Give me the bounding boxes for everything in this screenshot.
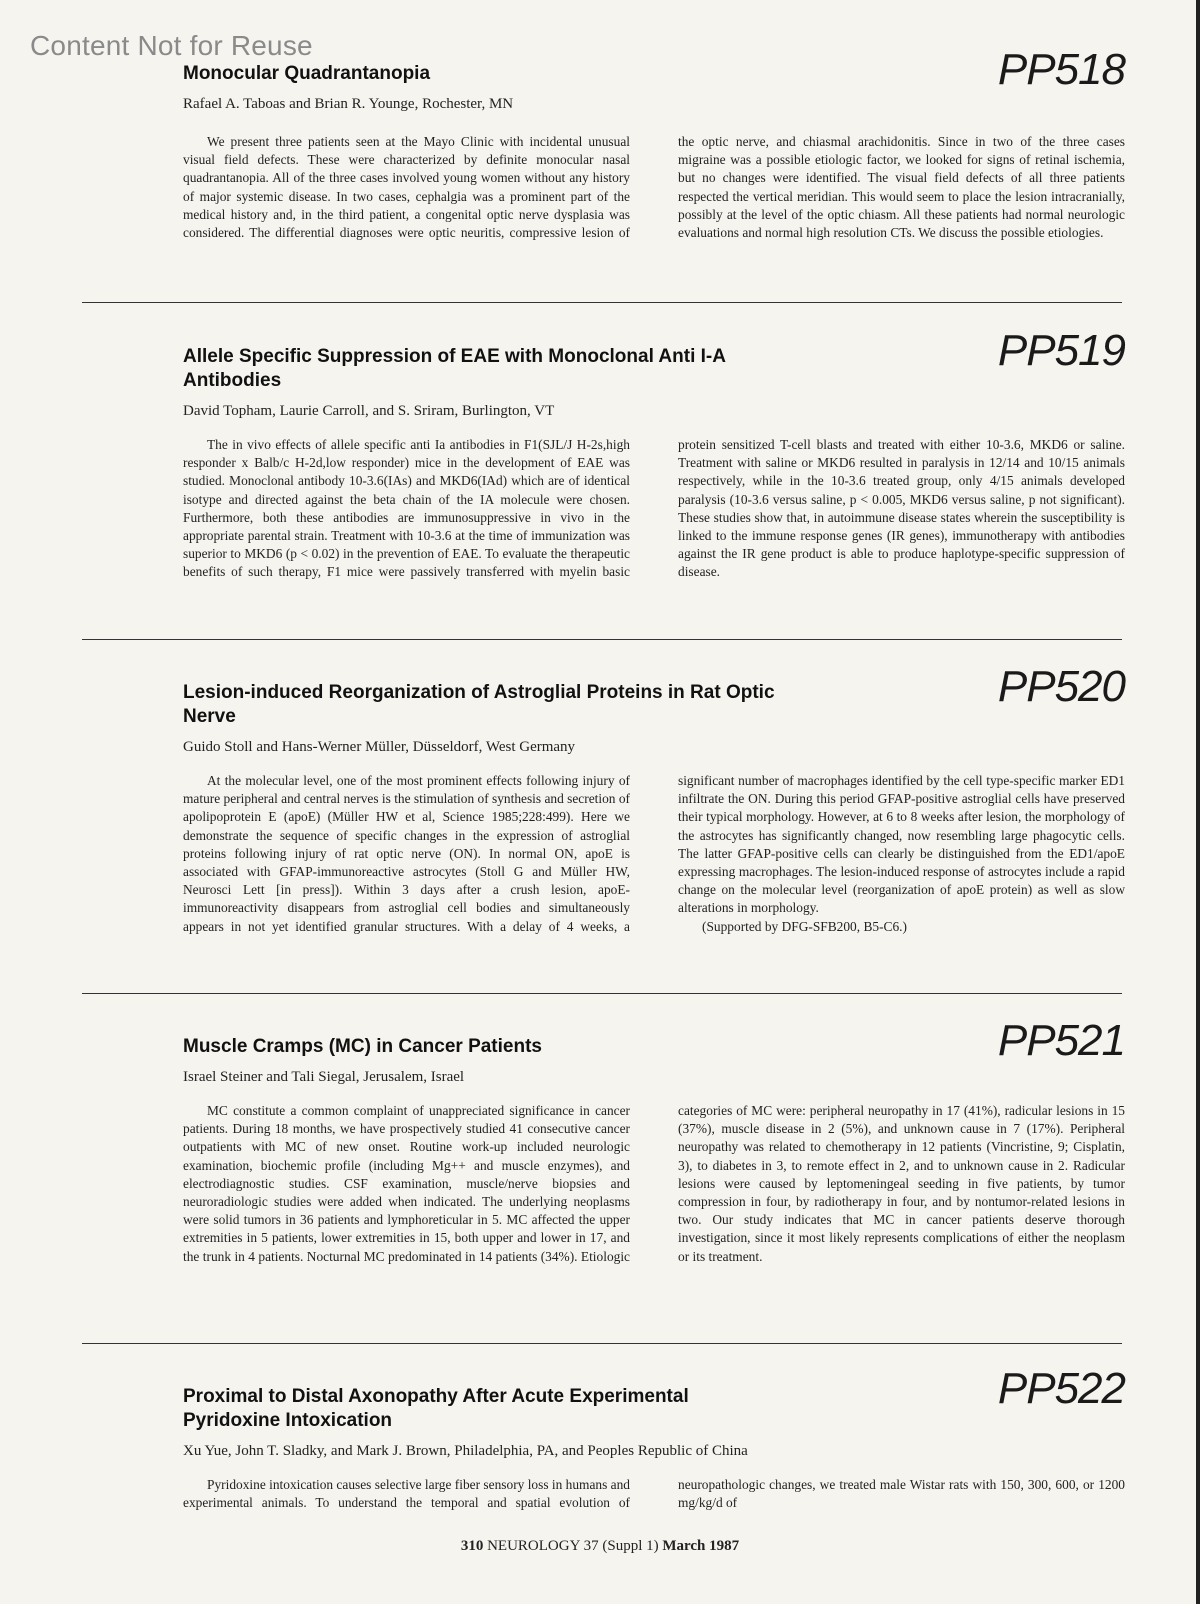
abstract-pp518	[183, 45, 1125, 242]
abstract-title: Allele Specific Suppression of EAE with Monoclonal Anti I-A Antibodies	[183, 346, 726, 391]
journal-volume: 37 (Suppl 1)	[583, 1538, 659, 1554]
abstract-pp519	[183, 326, 1125, 582]
abstract-text: The in vivo effects of allele specific anti Ia antibodies in F1(SJL/J H-2s,high responder x Balb/c H-2d,low responder) mice in the development of EAE was studied. Monoclonal antibody 10-3.6(IAs) and MKD6(IAd) which are of identical isotype and directed against the beta chain of the IA molecule were chosen. Furthermore, both these antibodies are immunosuppressive in vivo in the appropriate parental strain. Treatment with 10-3.6 at the time of immunization was superior to MKD6 (p < 0.02) in the prevention of EAE. To evaluate the therapeutic benefits of such therapy, F1 mice were passively transferred with myelin basic protein sensitized T-cell blasts and treated with either 10-3.6, MKD6 or saline. Treatment with saline or MKD6 resulted in paralysis in 12/14 and 10/15 animals respectively, while in the 10-3.6 treated group, only 4/15 animals developed paralysis (10-3.6 versus saline, p < 0.005, MKD6 versus saline, p not significant). These studies show that, in autoimmune disease states wherein the susceptibility is linked to the immune response genes (IR genes), immunotherapy with antibodies against the IR gene product is able to produce haplotype-specific suppression of disease.	[183, 437, 1125, 580]
abstract-text: Pyridoxine intoxication causes selective large fiber sensory loss in humans and experimental animals. To understand the temporal and spatial evolution of neuropathologic changes, we treated male Wistar rats with 150, 300, 600, or 1200 mg/kg/d of	[183, 1477, 1125, 1511]
abstract-text: At the molecular level, one of the most prominent effects following injury of mature peripheral and central nerves is the stimulation of synthesis and secretion of apolipoprotein E (apoE) (Müller HW et al, Science 1985;228:499). Here we demonstrate the sequence of specific changes in the expression of astroglial proteins following injury of rat optic nerve (ON). In normal ON, apoE is associated with GFAP-immunoreactive astrocytes (Stoll G and Müller HW, Neurosci Lett [in press]). Within 3 days after a crush lesion, apoE-immunoreactivity disappears from astroglial cell bodies and simultaneously appears in not yet identified granular structures. With a delay of 4 weeks, a significant number of macrophages identified by the cell type-specific marker ED1 infiltrate the ON. During this period GFAP-positive astroglial cells have preserved their typical morphology. However, at 6 to 8 weeks after lesion, the morphology of the astrocytes has significantly changed, now resembling large phagocytic cells. The latter GFAP-positive cells can clearly be distinguished from the ED1/apoE expressing macrophages. The lesion-induced response of astrocytes include a rapid change on the molecular level (reorganization of apoE protein) as well as slow alterations in morphology.	[183, 773, 1125, 934]
abstract-code: PP519	[997, 326, 1125, 375]
page-number: 310	[460, 1538, 484, 1554]
abstract-body	[183, 133, 1125, 242]
page-footer	[0, 1538, 1200, 1555]
section-divider	[82, 302, 1122, 303]
abstract-code: PP521	[997, 1016, 1125, 1065]
abstract-title: Lesion-induced Reorganization of Astroglial Proteins in Rat Optic Nerve	[183, 682, 775, 727]
abstract-title: Proximal to Distal Axonopathy After Acute Experimental Pyridoxine Intoxication	[183, 1386, 689, 1431]
abstract-body	[183, 1102, 1125, 1266]
abstract-authors: Guido Stoll and Hans-Werner Müller, Düsseldorf, West Germany	[183, 739, 576, 755]
abstract-code: PP518	[997, 45, 1125, 94]
abstract-title: Muscle Cramps (MC) in Cancer Patients	[183, 1036, 542, 1057]
watermark: Content Not for Reuse	[30, 30, 313, 61]
section-divider	[82, 1343, 1122, 1344]
abstract-pp520	[183, 662, 1125, 936]
abstract-authors: Xu Yue, John T. Sladky, and Mark J. Brown, Philadelphia, PA, and Peoples Republic of China	[183, 1443, 748, 1459]
abstract-authors: Rafael A. Taboas and Brian R. Younge, Rochester, MN	[183, 96, 514, 112]
abstract-code: PP520	[997, 662, 1125, 711]
abstract-authors: David Topham, Laurie Carroll, and S. Sriram, Burlington, VT	[183, 403, 555, 419]
abstract-title: Monocular Quadrantanopia	[183, 63, 431, 84]
abstract-text: We present three patients seen at the Mayo Clinic with incidental unusual visual field defects. These were characterized by definite monocular nasal quadrantanopia. All of the three cases involved young women without any history of major systemic disease. In two cases, cephalgia was a prominent part of the medical history and, in the third patient, a congenital optic nerve dysplasia was considered. The differential diagnoses were optic neuritis, compressive lesion of the optic nerve, and chiasmal arachidonitis. Since in two of the three cases migraine was a possible etiologic factor, we looked for signs of retinal ischemia, but no changes were identified. The visual field defects of all three patients respected the vertical meridian. This would seem to place the lesion intracranially, possibly at the level of the optic chiasm. All these patients had normal neurologic evaluations and normal high resolution CTs. We discuss the possible etiologies.	[183, 134, 1125, 241]
abstract-pp521	[183, 1016, 1125, 1266]
abstract-text: MC constitute a common complaint of unappreciated significance in cancer patients. During 18 months, we have prospectively studied 41 consecutive cancer outpatients with MC of new onset. Routine work-up included neurologic examination, biochemic profile (including Mg++ and muscle enzymes), and electrodiagnostic studies. CSF examination, muscle/nerve biopsies and neuroradiologic studies were added when indicated. The underlying neoplasms were solid tumors in 36 patients and lymphoreticular in 5. MC affected the upper extremities in 5 patients, lower extremities in 15, both upper and lower in 17, and the trunk in 4 patients. Nocturnal MC predominated in 14 patients (34%). Etiologic categories of MC were: peripheral neuropathy in 17 (41%), radicular lesions in 15 (37%), muscle disease in 2 (5%), and unknown cause in 7 (17%). Peripheral neuropathy was related to chemotherapy in 12 patients (Vincristine, 9; Cisplatin, 3), to diabetes in 3, to remote effect in 2, and to unknown cause in 2. Radicular lesions were caused by leptomeningeal seeding in five patients, by tumor compression in four, by radiotherapy in four, and by nontumor-related lesions in two. Our study indicates that MC in cancer patients deserve thorough investigation, since it most likely represents complications of either the neoplasm or its treatment.	[183, 1103, 1125, 1264]
issue-date: March 1987	[662, 1538, 740, 1554]
abstract-authors: Israel Steiner and Tali Siegal, Jerusalem, Israel	[183, 1069, 465, 1085]
section-divider	[82, 993, 1122, 994]
abstract-body	[183, 1476, 1125, 1512]
section-divider	[82, 639, 1122, 640]
abstract-support: (Supported by DFG-SFB200, B5-C6.)	[702, 918, 907, 934]
abstract-body	[183, 436, 1125, 582]
scan-edge	[1196, 0, 1200, 1604]
abstract-body	[183, 772, 1125, 936]
abstract-pp522	[183, 1364, 1125, 1512]
abstract-code: PP522	[997, 1364, 1125, 1413]
journal-name: NEUROLOGY	[487, 1538, 580, 1554]
